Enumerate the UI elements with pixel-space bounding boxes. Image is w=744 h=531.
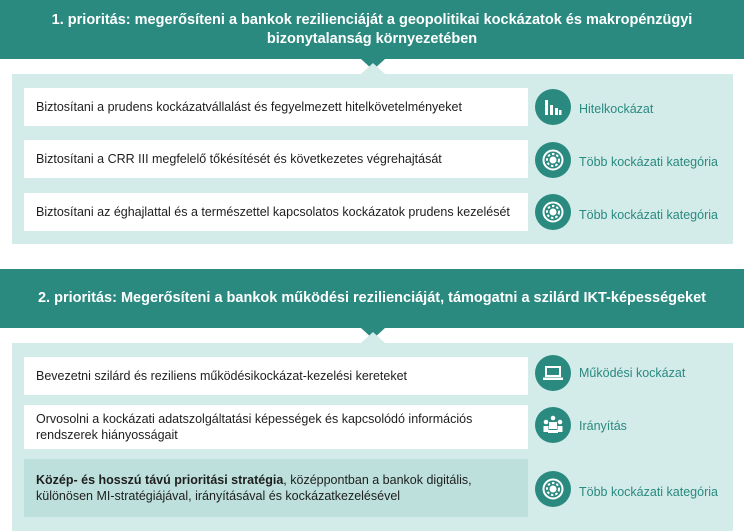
item-text: , középpontban a bankok digitális, különösen MI-stratégiájával, irányításával és kockázatkezelésével: [36, 473, 472, 503]
meeting-icon: [535, 407, 571, 443]
item-text: Bevezetni szilárd és reziliens működésikockázat-kezelési kereteket: [36, 369, 407, 383]
category-label: Több kockázati kategória: [579, 485, 718, 499]
priority-2-item-3: [24, 459, 528, 517]
category-label: Működési kockázat: [579, 366, 686, 380]
category-label: Több kockázati kategória: [579, 155, 718, 169]
category-label: Több kockázati kategória: [579, 208, 718, 222]
item-text: Biztosítani a prudens kockázatvállalást és fegyelmezett hitelkövetelményeket: [36, 100, 462, 114]
gear-cycle-icon: [535, 471, 571, 507]
bar-chart-icon: [535, 89, 571, 125]
priority-1-item-3: [24, 193, 528, 231]
panel-notch: [361, 63, 385, 74]
priority-1-item-2: [24, 140, 528, 178]
gear-cycle-icon: [535, 194, 571, 230]
priority-2-item-1: [24, 357, 528, 395]
priority-2-title: 2. prioritás: Megerősíteni a bankok működési rezilienciáját, támogatni a szilárd IKT-képességeket: [37, 290, 707, 306]
priority-1-header: [0, 0, 744, 59]
gear-cycle-icon: [535, 142, 571, 178]
laptop-icon: [535, 355, 571, 391]
priority-1-title: 1. prioritás: megerősíteni a bankok rezilienciáját a geopolitikai kockázatok és makropénzügyi bizonytalanság környezetében: [51, 11, 693, 47]
item-text: Biztosítani az éghajlattal és a természettel kapcsolatos kockázatok prudens kezelését: [36, 205, 510, 219]
item-text-wrapper: [36, 472, 516, 504]
panel-notch: [361, 332, 385, 343]
priority-2-header: [0, 269, 744, 328]
category-label: Irányítás: [579, 419, 627, 433]
category-label: Hitelkockázat: [579, 102, 654, 116]
priority-1-item-1: [24, 88, 528, 126]
item-text-bold: Közép- és hosszú távú prioritási stratégia: [36, 473, 284, 487]
item-text: Biztosítani a CRR III megfelelő tőkésítését és következetes végrehajtását: [36, 152, 442, 166]
item-text: Orvosolni a kockázati adatszolgáltatási képességek és kapcsolódó információs rendszerek hiányosságait: [36, 412, 473, 442]
priority-2-item-2: [24, 405, 528, 449]
